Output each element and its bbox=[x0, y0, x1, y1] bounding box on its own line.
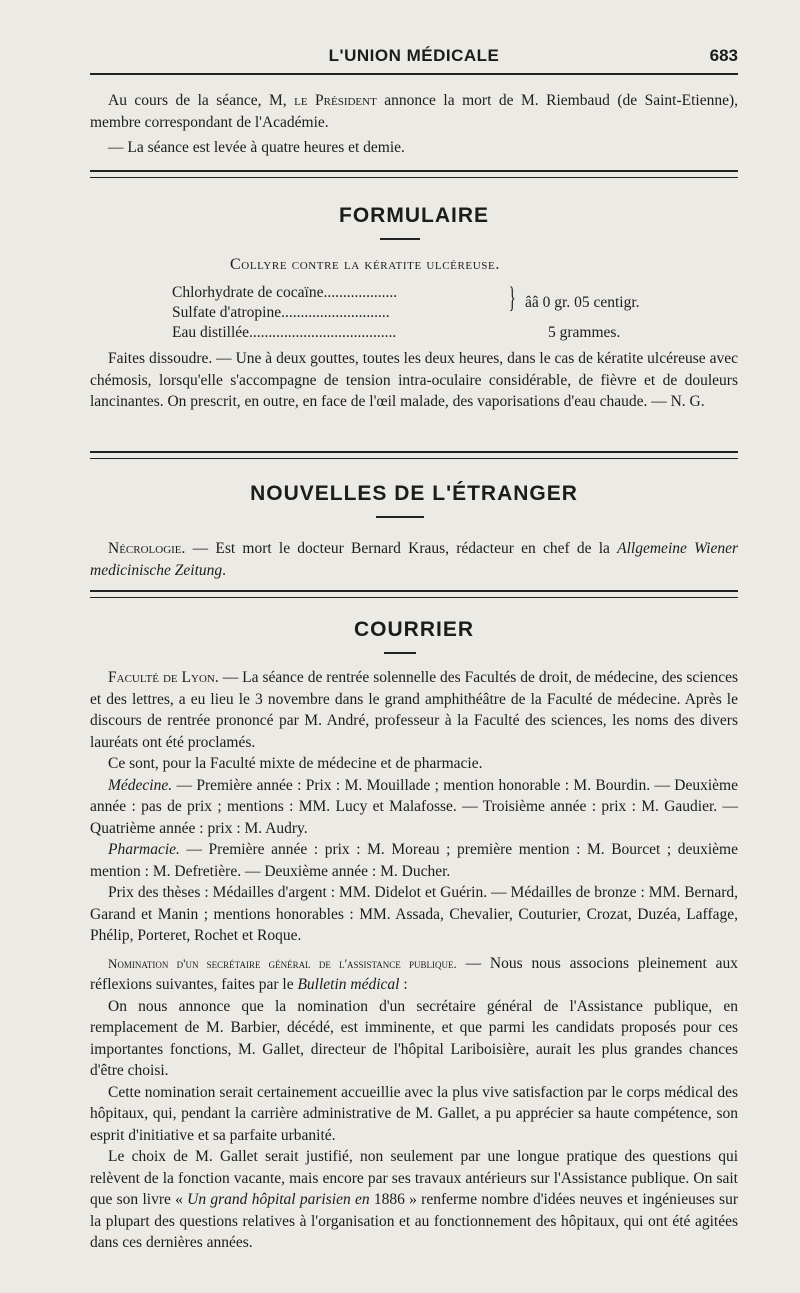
medecine-paragraph: Médecine. — Première année : Prix : M. Mouillade ; mention honorable : M. Bourdin. — Deuxième année : pas de prix ; mentions : MM. Lucy et Malafosse. — Troisième année : prix : M. Gaudier. — Quatrième année : prix : M. Audry. bbox=[90, 776, 738, 837]
heading-bar bbox=[376, 516, 424, 518]
recipe-title: Collyre contre la kératite ulcéreuse. bbox=[230, 256, 500, 273]
page-header bbox=[90, 40, 738, 70]
header-rule bbox=[90, 73, 738, 75]
pharmacie-paragraph: Pharmacie. — Première année : prix : M. Moreau ; première mention : M. Bourcet ; deuxième mention : M. Defretière. — Deuxième année : M. Ducher. bbox=[90, 841, 738, 880]
brace: } bbox=[508, 281, 516, 314]
courrier-heading: COURRIER bbox=[353, 618, 474, 641]
page-number: 683 bbox=[709, 46, 738, 65]
necrologie-paragraph: Nécrologie. — Est mort le docteur Bernard Kraus, rédacteur en chef de la Allgemeine Wiener medicinische Zeitung. bbox=[90, 540, 739, 579]
lyon-paragraph: Faculté de Lyon. — La séance de rentrée solennelle des Facultés de droit, de médecine, des sciences et des lettres, a eu lieu le 3 novembre dans le grand amphithéâtre de la Faculté de médecine. Après le discours de rentrée prononcé par M. André, professeur à la Faculté des sciences, les noms des divers lauréats ont été proclamés. bbox=[90, 669, 738, 751]
nomination-p2: Cette nomination serait certainement accueillie avec la plus vive satisfaction par le corps médical des hôpitaux, qui, pendant la carrière administrative de M. Gallet, a pu apprécier sa haute compétence, son esprit d'initiative et sa parfaite urbanité. bbox=[90, 1083, 738, 1144]
nomination-paragraph: Nomination d'un secrétaire général de l'assistance publique. — Nous nous associons pleinement aux réflexions suivantes, faites par le Bulletin médical : bbox=[90, 954, 738, 993]
seance-closing: — La séance est levée à quatre heures et demie. bbox=[108, 139, 405, 156]
etranger-heading: NOUVELLES DE L'ÉTRANGER bbox=[250, 482, 578, 505]
nomination-p1: On nous annonce que la nomination d'un secrétaire général de l'Assistance publique, en remplacement de M. Barbier, décédé, est imminente, et que parmi les candidats proposés pour ces importantes fonctions, M. Gallet, directeur de l'hôpital Lariboisière, aurait les plus grandes chances d'être choisi. bbox=[90, 997, 738, 1079]
ingredient-cocaine: Chlorhydrate de cocaïne................... bbox=[172, 284, 398, 301]
intro-paragraph: Au cours de la séance, M, le Président annonce la mort de M. Riembaud (de Saint-Etienne), membre correspondant de l'Académie. bbox=[90, 92, 738, 131]
heading-bar bbox=[380, 238, 420, 240]
etranger-section bbox=[90, 538, 738, 581]
intro-section bbox=[90, 90, 738, 159]
courrier-section bbox=[90, 667, 738, 1254]
theses-paragraph: Prix des thèses : Médailles d'argent : MM. Didelot et Guérin. — Médailles de bronze : MM. Bernard, Garand et Manin ; mentions honorables : MM. Assada, Chevalier, Couturier, Crozat, Duzéa, Laffage, Phélip, Porteret, Rochet et Roque. bbox=[90, 884, 738, 944]
shared-dose: ââ 0 gr. 05 centigr. bbox=[525, 294, 640, 311]
section-divider bbox=[90, 451, 738, 459]
nomination-p3: Le choix de M. Gallet serait justifié, non seulement par une longue pratique des questions qui relèvent de la fonction vacante, mais encore par ses travaux antérieurs sur l'Assistance publique. On sait que son livre « Un grand hôpital parisien en 1886 » renferme nombre d'idées neuves et ingénieuses sur la plupart des questions relatives à l'organisation et au fonctionnement des hôpitaux, qui ont été agitées dans ces dernières années. bbox=[90, 1148, 738, 1251]
running-title: L'UNION MÉDICALE bbox=[328, 46, 500, 65]
dose-eau: 5 grammes. bbox=[548, 324, 621, 341]
lyon-intro: Ce sont, pour la Faculté mixte de médecine et de pharmacie. bbox=[108, 755, 483, 772]
ingredient-atropine: Sulfate d'atropine............................ bbox=[172, 304, 390, 321]
section-divider bbox=[90, 590, 738, 598]
formulaire-instructions bbox=[90, 348, 738, 413]
instructions-paragraph: Faites dissoudre. — Une à deux gouttes, toutes les deux heures, dans le cas de kératite ulcéreuse avec chémosis, lorsqu'elle s'accompagne de tension intra-oculaire considérable, de fièvre et de douleurs lancinantes. On prescrit, en outre, en face de l'œil malade, des vaporisations d'eau chaude. — N. G. bbox=[90, 350, 738, 410]
ingredient-eau: Eau distillée...................................... bbox=[172, 324, 397, 341]
formulaire-heading: FORMULAIRE bbox=[339, 204, 489, 227]
section-divider bbox=[90, 170, 738, 178]
heading-bar bbox=[384, 652, 416, 654]
